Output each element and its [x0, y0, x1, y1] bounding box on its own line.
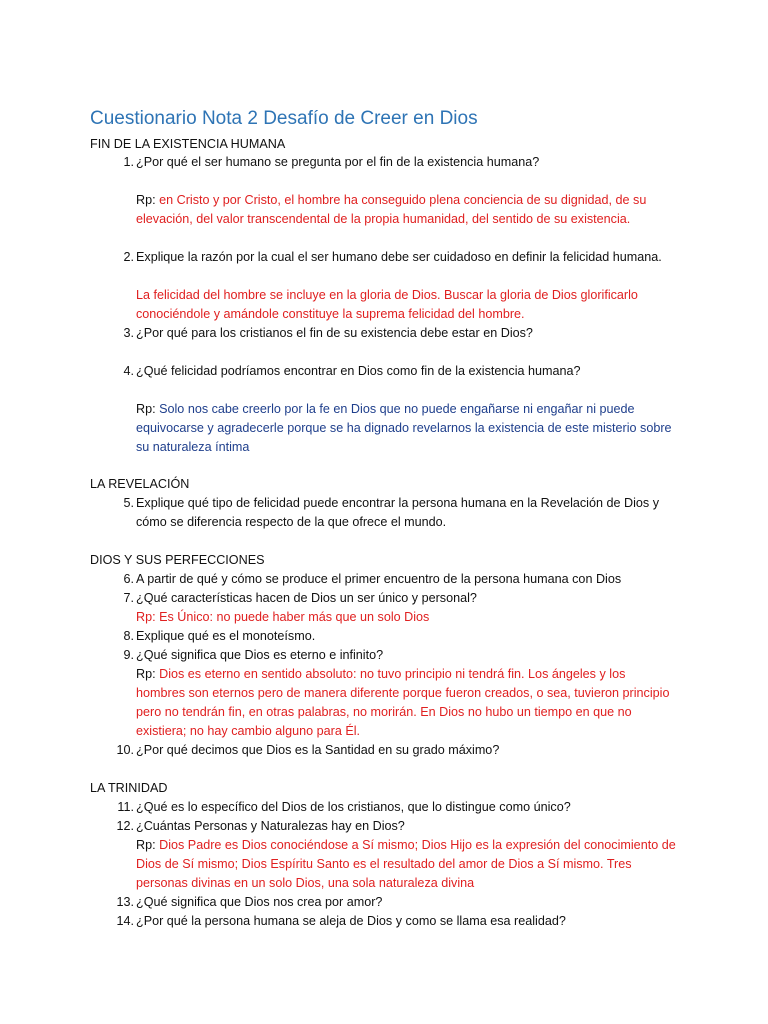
answer-text: La felicidad del hombre se incluye en la gloria de Dios. Buscar la gloria de Dios glorificarlo conociéndole y amándole constituye la suprema felicidad del hombre. — [136, 288, 638, 321]
question-text: ¿Qué significa que Dios es eterno e infinito? — [136, 648, 384, 662]
question-text: ¿Qué felicidad podríamos encontrar en Dios como fin de la existencia humana? — [136, 364, 581, 378]
question-text: Explique qué es el monoteísmo. — [136, 629, 316, 643]
answer-label: Rp: — [136, 667, 160, 681]
question-number: 2. — [123, 250, 134, 264]
section-heading: LA TRINIDAD — [90, 781, 168, 795]
answer-text: Solo nos cabe creerlo por la fe en Dios que no puede engañarse ni engañar ni puede equivocarse y agradecerle porque se ha dignado revelarnos la existencia de este misterio sobre su naturaleza íntima — [136, 402, 672, 454]
question-number: 7. — [123, 591, 134, 605]
question-number: 11. — [117, 800, 134, 814]
question-number: 3. — [123, 326, 134, 340]
question-text: Explique la razón por la cual el ser humano debe ser cuidadoso en definir la felicidad humana. — [136, 250, 662, 264]
question-text: ¿Por qué para los cristianos el fin de su existencia debe estar en Dios? — [136, 326, 533, 340]
section-heading: FIN DE LA EXISTENCIA HUMANA — [90, 137, 286, 151]
answer-text: Dios es eterno en sentido absoluto: no tuvo principio ni tendrá fin. Los ángeles y los hombres son eternos pero de manera diferente porque fueron creados, o sea, tuvieron principio pero no tendrán fin, en otras palabras, no morirán. En Dios no hubo un tiempo en que no existiera; no hay cambio alguno para Él. — [136, 667, 670, 738]
question-number: 14. — [116, 914, 134, 928]
question-number: 9. — [123, 648, 134, 662]
answer-label: Rp: — [136, 193, 160, 207]
answer-block — [136, 665, 676, 741]
answer-label: Rp: — [136, 838, 160, 852]
question-number: 1. — [123, 155, 134, 169]
question-number: 13. — [116, 895, 134, 909]
question-number: 6. — [123, 572, 134, 586]
answer-text: en Cristo y por Cristo, el hombre ha conseguido plena conciencia de su dignidad, de su elevación, del valor transcendental de la propia humanidad, del sentido de su existencia. — [136, 193, 647, 226]
question-text: ¿Por qué decimos que Dios es la Santidad en su grado máximo? — [136, 743, 500, 757]
question-text: ¿Qué es lo específico del Dios de los cristianos, que lo distingue como único? — [136, 800, 571, 814]
question-number: 8. — [123, 629, 134, 643]
answer-block — [136, 836, 676, 893]
section-heading: LA REVELACIÓN — [90, 477, 190, 491]
question-number: 4. — [123, 364, 134, 378]
document-title: Cuestionario Nota 2 Desafío de Creer en Dios — [90, 108, 478, 129]
answer-text: Rp: Es Único: no puede haber más que un solo Dios — [136, 610, 430, 624]
question-text: ¿Qué significa que Dios nos crea por amor? — [136, 895, 383, 909]
section-heading: DIOS Y SUS PERFECCIONES — [90, 553, 265, 567]
question-text: Explique qué tipo de felicidad puede encontrar la persona humana en la Revelación de Dios y cómo se diferencia respecto de la que ofrece el mundo. — [136, 496, 659, 529]
answer-text: Dios Padre es Dios conociéndose a Sí mismo; Dios Hijo es la expresión del conocimiento de Dios de Sí mismo; Dios Espíritu Santo es el resultado del amor de Dios a Sí mismo. Tres personas divinas en un solo Dios, una sola naturaleza divina — [136, 838, 676, 890]
question-text: ¿Por qué el ser humano se pregunta por el fin de la existencia humana? — [136, 155, 540, 169]
question-number: 12. — [116, 819, 134, 833]
answer-block — [136, 400, 676, 457]
question-number: 5. — [123, 496, 134, 510]
question-text: A partir de qué y cómo se produce el primer encuentro de la persona humana con Dios — [136, 572, 622, 586]
question-number: 10. — [116, 743, 134, 757]
question-text: ¿Qué características hacen de Dios un ser único y personal? — [136, 591, 477, 605]
question-text: ¿Cuántas Personas y Naturalezas hay en Dios? — [136, 819, 405, 833]
answer-block — [136, 191, 676, 229]
answer-label: Rp: — [136, 402, 160, 416]
question-text: ¿Por qué la persona humana se aleja de Dios y como se llama esa realidad? — [136, 914, 566, 928]
